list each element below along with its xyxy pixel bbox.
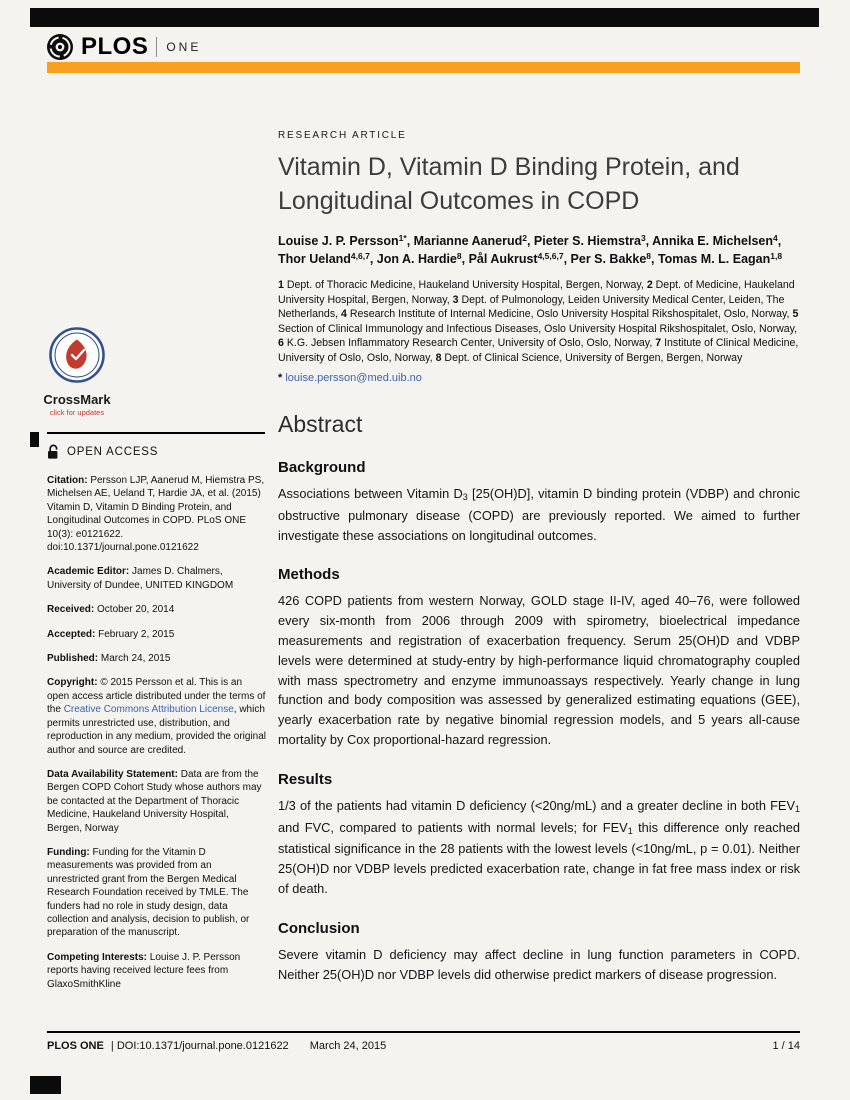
open-lock-icon	[47, 444, 60, 460]
section-heading-conclusion: Conclusion	[278, 919, 360, 937]
plos-logo	[46, 32, 201, 62]
footer-divider	[47, 1031, 800, 1033]
section-body-methods: 426 COPD patients from western Norway, GOLD stage II-IV, aged 40–76, were followed every six-month from 2006 through 2009 with spirometry, bioelectrical impedance measurements and registration of exacerbation frequency. Serum 25(OH)D and VDBP levels were determined at study-entry by high-performance liquid chromatography coupled with mass spectrometry and enzyme immunoassays respectively. Yearly change in lung function and body composition was assessed by generalized estimating equations (GEE), yearly exacerbation rate by negative binomial regression models, and 5 years all-cause mortality by Cox proportional-hazard regression.	[278, 593, 800, 747]
affiliation-list: 1 Dept. of Thoracic Medicine, Haukeland University Hospital, Bergen, Norway, 2 Dept. of Medicine, Haukeland University Hospital, Bergen, Norway, 3 Dept. of Pulmonology, Leiden University Medical Center, Leiden, The Netherlands, 4 Research Institute of Internal Medicine, Oslo University Hospital Rikshospitalet, Oslo, Norway, 5 Section of Clinical Immunology and Infectious Diseases, Oslo University Hospital Rikshospitalet, Oslo, Norway, 6 K.G. Jebsen Inflammatory Research Center, University of Oslo, Oslo, Norway, 7 Institute of Clinical Medicine, University of Oslo, Oslo, Norway, 8 Dept. of Clinical Science, University of Bergen, Bergen, Norway	[278, 279, 799, 364]
page-footer	[47, 1040, 800, 1052]
section-heading-methods: Methods	[278, 566, 340, 584]
academic-editor: Academic Editor: James D. Chalmers, University of Dundee, UNITED KINGDOM	[47, 566, 234, 591]
section-body-conclusion: Severe vitamin D deficiency may affect decline in lung function parameters in COPD. Neither 25(OH)D nor VDBP levels did otherwise predict markers of disease progression.	[278, 946, 800, 982]
crossmark-label: CrossMark	[43, 392, 111, 407]
plos-logo-icon	[46, 33, 74, 61]
accepted-date: Accepted: February 2, 2015	[47, 628, 175, 640]
competing-interests: Competing Interests: Louise J. P. Persson reports having received lecture fees from GlaxoSmithKline	[47, 951, 241, 990]
article-info-sidebar	[47, 444, 266, 991]
section-body-results: 1/3 of the patients had vitamin D deficiency (<20ng/mL) and a greater decline in both $FEV_1$ and FVC, compared to patients with normal levels; for $FEV_1$ this difference only reached statistical significance in the 28 patients with the lowest levels (<10ng/mL, p = 0.01). Neither 25(OH)D nor VDBP levels predicted exacerbation rate, change in fat free mass index or risk of death.	[278, 797, 800, 896]
crossmark-icon	[48, 326, 106, 384]
one-wordmark: ONE	[166, 40, 202, 54]
abstract-heading: Abstract	[278, 411, 363, 437]
article-main-column	[278, 130, 800, 984]
plos-wordmark: PLOS	[81, 33, 149, 60]
logo-divider	[156, 37, 157, 57]
sidebar-divider	[47, 432, 265, 434]
header-accent-bar	[47, 62, 800, 73]
section-body-background: Associations between Vitamin $D_3$ [25(OH)D], vitamin D binding protein (VDBP) and chronic obstructive pulmonary disease (COPD) are previously reported. We aimed to further investigate these associations on longitudinal outcomes.	[278, 486, 800, 543]
bottom-print-mark	[30, 1076, 61, 1094]
published-date: Published: March 24, 2015	[47, 653, 171, 665]
text-link[interactable]: Creative Commons Attribution License	[63, 704, 234, 716]
open-access-row	[47, 444, 266, 460]
received-date: Received: October 20, 2014	[47, 604, 175, 616]
article-type-label: RESEARCH ARTICLE	[278, 130, 407, 141]
section-heading-background: Background	[278, 459, 366, 476]
crossmark-badge[interactable]	[42, 326, 112, 417]
footer-journal-name: PLOS ONE	[47, 1040, 104, 1052]
author-list: Louise J. P. Persson$^{1*}$, Marianne Aanerud$^2$, Pieter S. Hiemstra$^3$, Annika E. Michelsen$^4$, Thor Ueland$^{4,6,7}$, Jon A. Hardie$^8$, Pål Aukrust$^{4,5,6,7}$, Per S. Bakke$^8$, Tomas M. L. Eagan$^{1,8}$	[278, 233, 783, 266]
footer-left	[47, 1040, 386, 1052]
data-availability-statement: Data Availability Statement: Data are from the Bergen COPD Cohort Study whose authors may be contacted at the Department of Thoracic Medicine, Haukeland University Hospital, Bergen, Norway	[47, 768, 262, 834]
page-number: 1 / 14	[772, 1040, 800, 1052]
funding-statement: Funding: Funding for the Vitamin D measurements was provided from an unrestricted grant from the Bergen Medical Research Foundation received by TMLE. The funders had no role in study design, data collection and analysis, decision to publish, or preparation of the manuscript.	[47, 846, 250, 939]
corresponding-email: * louise.persson@med.uib.no	[278, 372, 422, 384]
article-title: Vitamin D, Vitamin D Binding Protein, and Longitudinal Outcomes in COPD	[278, 153, 740, 215]
left-edge-print-mark	[30, 432, 39, 447]
footer-date: March 24, 2015	[309, 1040, 387, 1052]
citation: Citation: Persson LJP, Aanerud M, Hiemstra PS, Michelsen AE, Ueland T, Hardie JA, et al. (2015) Vitamin D, Vitamin D Binding Protein, and Longitudinal Outcomes in COPD. PLoS ONE 10(3): e0121622. doi:10.1371/journal.pone.0121622	[47, 475, 265, 554]
crossmark-subtitle: click for updates	[49, 408, 105, 417]
top-print-band	[30, 8, 819, 27]
text-link[interactable]: louise.persson@med.uib.no	[285, 372, 422, 384]
footer-doi: | DOI:10.1371/journal.pone.0121622	[110, 1040, 289, 1052]
open-access-label: OPEN ACCESS	[67, 446, 159, 458]
section-heading-results: Results	[278, 770, 333, 788]
copyright-notice: Copyright: © 2015 Persson et al. This is an open access article distributed under the terms of the Creative Commons Attribution License, which permits unrestricted use, distribution, and reproduction in any medium, provided the original author and source are credited.	[47, 677, 267, 756]
